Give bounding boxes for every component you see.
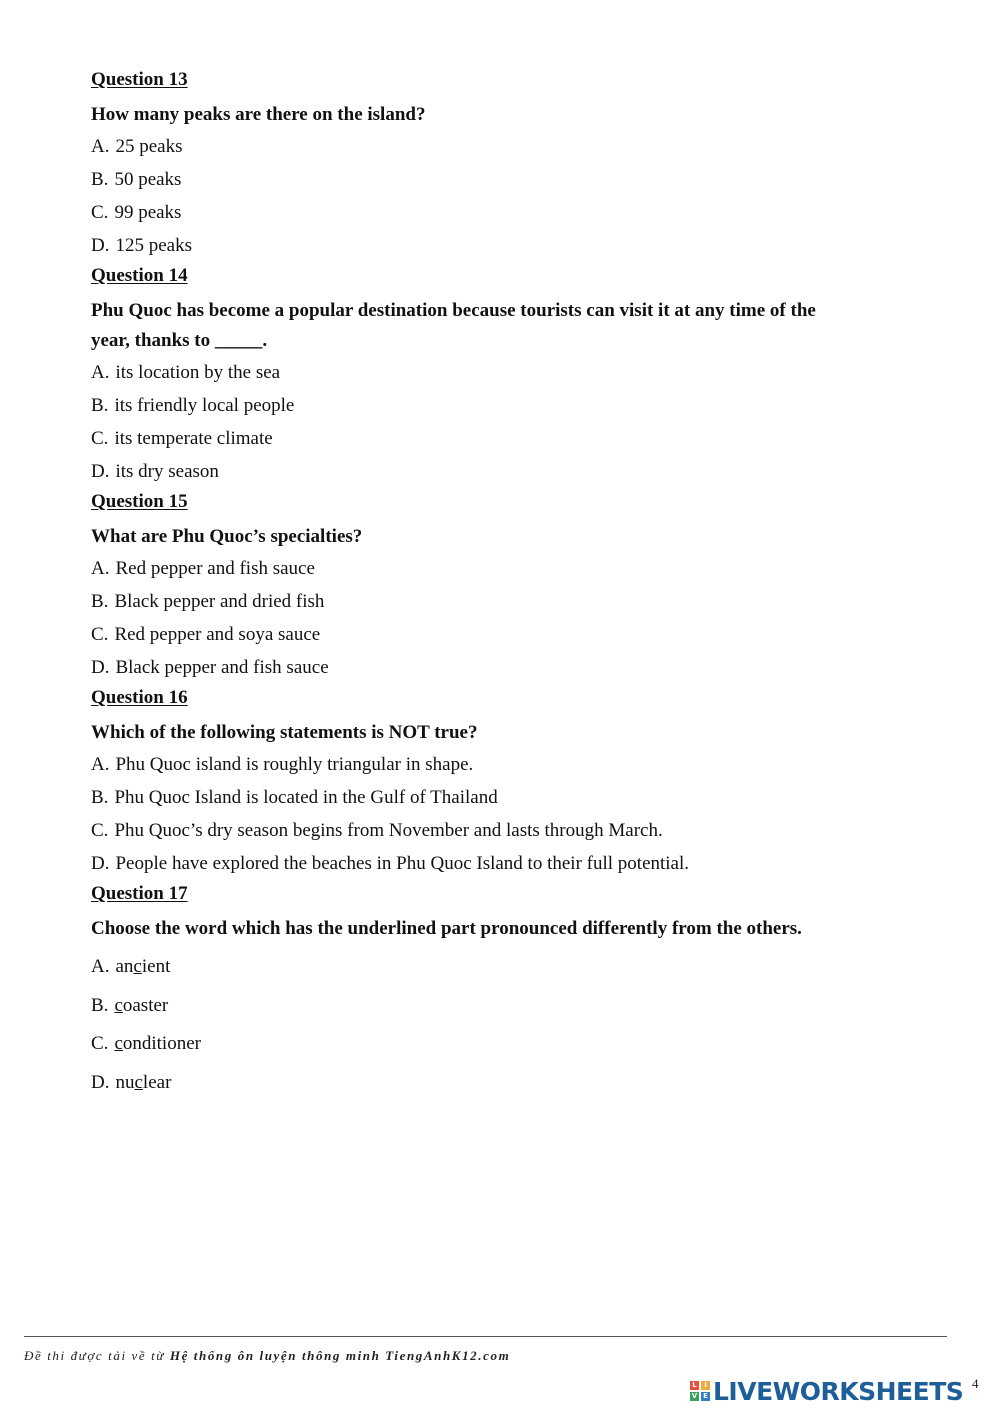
logo-grid-cell: L (690, 1381, 699, 1390)
option-letter: A. (91, 956, 110, 977)
word-part: lear (142, 1071, 172, 1093)
question-13 (91, 66, 911, 262)
option-text: Red pepper and fish sauce (115, 558, 315, 579)
option-text: its location by the sea (115, 362, 281, 383)
option-b[interactable] (91, 585, 911, 618)
option-letter: D. (91, 461, 110, 482)
option-letter: B. (91, 994, 109, 1016)
option-letter: C. (91, 428, 109, 449)
underlined-part: c (114, 1033, 123, 1054)
option-letter: C. (91, 1033, 109, 1054)
option-text: 125 peaks (115, 235, 192, 256)
option-letter: C. (91, 624, 109, 645)
question-stem-line: Phu Quoc has become a popular destination because tourists can visit it at any time of the (91, 300, 816, 321)
question-heading: Question 16 (91, 687, 188, 708)
liveworksheets-logo[interactable] (690, 1376, 963, 1406)
option-d[interactable] (91, 847, 911, 880)
option-letter: B. (91, 395, 109, 416)
option-letter: D. (91, 1071, 110, 1093)
logo-grid-cell: I (701, 1381, 710, 1390)
option-b[interactable] (91, 389, 911, 422)
option-c[interactable] (91, 1025, 911, 1064)
option-text: Phu Quoc’s dry season begins from November and lasts through March. (114, 820, 663, 841)
footer-prefix: Đề thi được tải về từ (24, 1348, 165, 1363)
option-a[interactable] (91, 552, 911, 585)
option-text: Black pepper and dried fish (114, 591, 325, 612)
option-b[interactable] (91, 163, 911, 196)
footer-source (24, 1348, 510, 1364)
option-b[interactable] (91, 781, 911, 814)
option-text: 99 peaks (114, 202, 182, 223)
option-text: Red pepper and soya sauce (114, 624, 321, 645)
underlined-part: c (134, 1071, 143, 1093)
footer-site: Hệ thống ôn luyện thông minh TiengAnhK12.com (169, 1348, 511, 1363)
option-text: Phu Quoc Island is located in the Gulf of Thailand (114, 787, 498, 808)
option-d[interactable] (91, 1064, 911, 1103)
option-a[interactable] (91, 130, 911, 163)
option-text: its dry season (115, 461, 219, 482)
footer-divider (24, 1336, 947, 1337)
option-a[interactable] (91, 356, 911, 389)
option-a[interactable] (91, 748, 911, 781)
question-heading: Question 13 (91, 69, 188, 90)
worksheet-page (91, 66, 911, 1102)
option-letter: A. (91, 362, 110, 383)
option-c[interactable] (91, 422, 911, 455)
question-stem-line: year, thanks to _____. (91, 330, 268, 351)
option-letter: D. (91, 235, 110, 256)
option-letter: B. (91, 591, 109, 612)
question-14 (91, 262, 911, 488)
option-text: Phu Quoc island is roughly triangular in shape. (115, 754, 474, 775)
option-text: People have explored the beaches in Phu Quoc Island to their full potential. (115, 853, 690, 874)
option-text: its temperate climate (114, 428, 273, 449)
word-part: onditioner (122, 1033, 201, 1054)
question-heading: Question 15 (91, 491, 188, 512)
question-17 (91, 880, 911, 1102)
option-text: its friendly local people (114, 395, 295, 416)
word-part: nu (115, 1071, 135, 1093)
option-letter: A. (91, 136, 110, 157)
option-c[interactable] (91, 814, 911, 847)
option-letter: B. (91, 169, 109, 190)
option-text: Black pepper and fish sauce (115, 657, 329, 678)
question-stem: How many peaks are there on the island? (91, 104, 426, 125)
logo-grid-cell: E (701, 1392, 710, 1401)
word-part: an (115, 956, 134, 977)
option-text: 25 peaks (115, 136, 183, 157)
page-number: 4 (972, 1376, 979, 1391)
option-letter: D. (91, 657, 110, 678)
logo-grid-cell: V (691, 1392, 698, 1400)
question-stem (91, 296, 911, 356)
question-stem: Choose the word which has the underlined part pronounced differently from the others. (91, 918, 802, 939)
option-letter: B. (91, 787, 109, 808)
option-c[interactable] (91, 196, 911, 229)
question-15 (91, 488, 911, 684)
option-d[interactable] (91, 651, 911, 684)
question-heading: Question 14 (91, 265, 188, 286)
option-letter: A. (91, 558, 110, 579)
option-letter: C. (91, 202, 109, 223)
option-b[interactable] (91, 987, 911, 1026)
option-d[interactable] (91, 455, 911, 488)
option-a[interactable] (91, 948, 911, 987)
question-stem: What are Phu Quoc’s specialties? (91, 526, 363, 547)
question-heading: Question 17 (91, 883, 188, 904)
underlined-part: c (133, 956, 142, 977)
option-letter: D. (91, 853, 110, 874)
question-stem: Which of the following statements is NOT true? (91, 722, 478, 743)
word-part: oaster (122, 994, 169, 1016)
underlined-part: c (114, 994, 123, 1016)
question-16 (91, 684, 911, 880)
option-letter: C. (91, 820, 109, 841)
option-c[interactable] (91, 618, 911, 651)
logo-text: LIVEWORKSHEETS (713, 1376, 964, 1406)
option-d[interactable] (91, 229, 911, 262)
option-letter: A. (91, 754, 110, 775)
option-text: 50 peaks (114, 169, 182, 190)
word-part: ient (141, 956, 171, 977)
logo-grid-icon (690, 1381, 710, 1401)
